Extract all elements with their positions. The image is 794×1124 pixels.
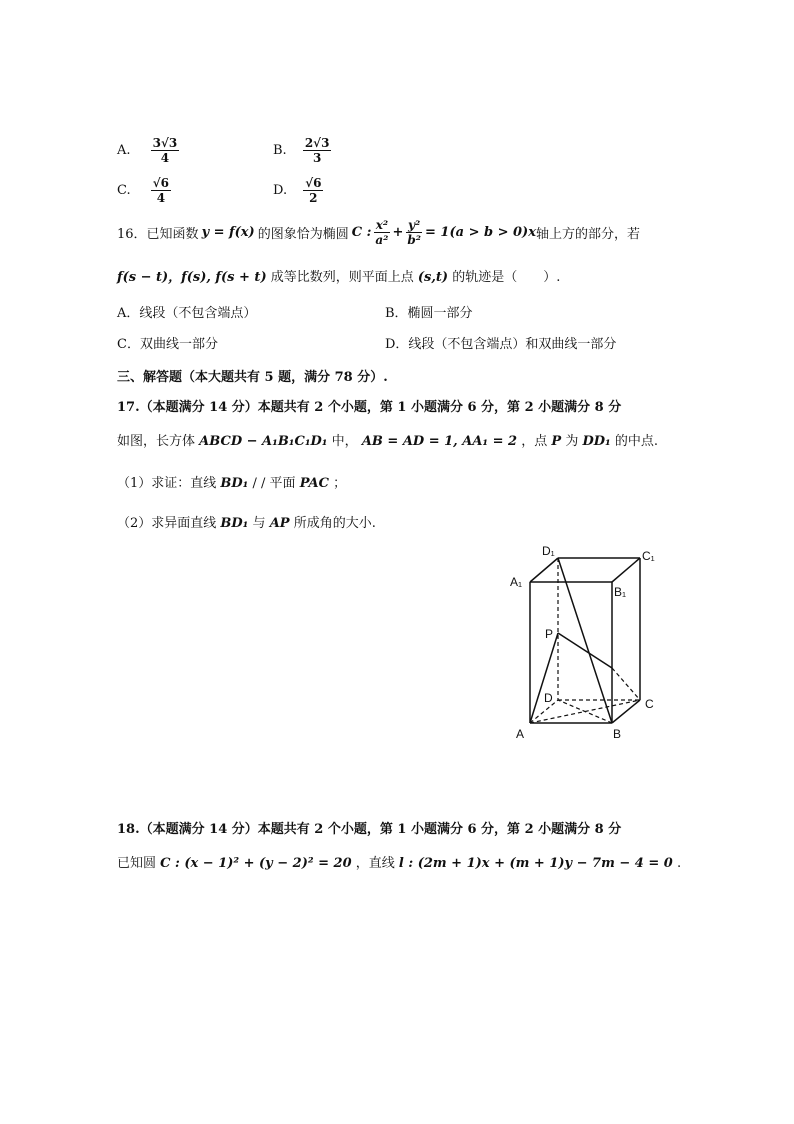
q16-number: 16． (117, 227, 147, 242)
q15-option-b (273, 136, 333, 165)
line-bd1: BD₁ (220, 476, 249, 491)
q16-text-c: 轴上方的部分，若 (535, 227, 640, 242)
line-bd1: BD₁ (220, 516, 249, 531)
label-a: A (516, 727, 525, 741)
line-equation: l : (2m + 1)x + (m + 1)y − 7m − 4 = 0 (398, 856, 673, 871)
section-heading: 三、解答题（本大题共有 5 题，满分 78 分）. (117, 370, 388, 385)
denominator: b² (407, 233, 421, 247)
stem-text: ，点 (521, 434, 548, 449)
q15-option-a (117, 136, 181, 165)
label-b1: B₁ (614, 585, 627, 599)
option-label: D. (273, 183, 288, 198)
option-label: C. (117, 183, 131, 198)
line-p-a (530, 633, 558, 723)
denominator: 2 (309, 191, 318, 205)
q16-sequence: f(s − t)，f(s), f(s + t) (117, 270, 267, 285)
q16-option-d: D．线段（不包含端点）和双曲线一部分 (385, 337, 617, 352)
q16-option-c: C．双曲线一部分 (117, 337, 218, 352)
label-d1: D₁ (542, 544, 555, 558)
label-d: D (544, 691, 553, 705)
line-ap: AP (269, 516, 290, 531)
option-fraction (151, 136, 180, 165)
option-fraction (303, 176, 323, 205)
q15-option-c (117, 176, 173, 205)
q16-line-2 (117, 266, 560, 285)
q16-line-1 (117, 218, 640, 247)
q16-line2-end: 的轨迹是（ ）. (452, 270, 561, 285)
q16-equation: = 1(a > b > 0)x (425, 225, 536, 240)
numerator: 2√3 (304, 136, 330, 150)
q16-text-b: 的图象恰为椭圆 (257, 227, 349, 242)
q16-ellipse-name: C : (351, 225, 372, 240)
denominator: a² (375, 233, 389, 247)
cuboid-figure (500, 540, 680, 750)
q18-header: 18.（本题满分 14 分）本题共有 2 个小题，第 1 小题满分 6 分，第 2 小题满分 8 分 (117, 822, 622, 837)
numerator: 3√3 (152, 136, 178, 150)
numerator: √6 (152, 176, 170, 190)
q17-stem (117, 430, 658, 449)
q16-option-b: B．椭圆一部分 (385, 306, 473, 321)
numerator: x² (375, 218, 389, 232)
part-text: （2）求异面直线 (117, 516, 217, 531)
denominator: 3 (312, 151, 322, 165)
part-text: 与 (252, 516, 266, 531)
edge-b-c (612, 700, 640, 723)
line-b-d-hidden (558, 700, 612, 723)
part-text: / / 平面 (252, 476, 296, 491)
q16-plus: + (392, 225, 404, 240)
q16-frac-x (373, 218, 390, 247)
denominator: 4 (156, 191, 166, 205)
label-p: P (545, 627, 554, 641)
q16-option-a: A．线段（不包含端点） (117, 306, 257, 321)
denominator: 4 (160, 151, 170, 165)
line-p-c-hidden (612, 668, 640, 700)
label-b: B (613, 727, 622, 741)
option-label: B. (273, 143, 287, 158)
label-c1: C₁ (642, 549, 655, 563)
circle-equation: C : (x − 1)² + (y − 2)² = 20 (160, 856, 352, 871)
cuboid-name: ABCD − A₁B₁C₁D₁ (199, 434, 328, 449)
numerator: y² (408, 218, 421, 232)
part-text: （1）求证：直线 (117, 476, 217, 491)
q16-point: (s,t) (417, 270, 449, 285)
q17-header: 17.（本题满分 14 分）本题共有 2 个小题，第 1 小题满分 6 分，第 2 小题满分 8 分 (117, 400, 622, 415)
q16-function: y = f(x) (201, 225, 255, 240)
numerator: √6 (305, 176, 322, 190)
option-fraction (303, 136, 332, 165)
stem-text: 的中点. (614, 434, 658, 449)
segment-dd1: DD₁ (582, 434, 611, 449)
stem-text: ，直线 (355, 856, 395, 871)
q15-option-d (273, 176, 325, 205)
label-c: C (645, 697, 654, 711)
edge-lengths: AB = AD = 1, AA₁ = 2 (361, 434, 518, 449)
q16-line2-text: 成等比数列，则平面上点 (270, 270, 414, 285)
point-p: P (551, 434, 562, 449)
edge-b1-c1 (612, 558, 640, 582)
q17-part-2 (117, 512, 376, 531)
q17-part-1 (117, 472, 346, 491)
stem-text: 为 (565, 434, 579, 449)
stem-text: 如图，长方体 (117, 434, 196, 449)
option-fraction (151, 176, 171, 205)
q18-stem (117, 852, 681, 871)
option-label: A. (117, 143, 131, 158)
q16-frac-y (405, 218, 423, 247)
edge-a1-d1 (530, 558, 558, 582)
stem-text: 中， (331, 434, 358, 449)
part-text: ； (333, 476, 347, 491)
plane-pac: PAC (299, 476, 329, 491)
part-text: 所成角的大小. (293, 516, 376, 531)
label-a1: A₁ (510, 575, 523, 589)
stem-text: . (676, 856, 682, 871)
q16-text-a: 已知函数 (146, 227, 199, 242)
stem-text: 已知圆 (117, 856, 157, 871)
